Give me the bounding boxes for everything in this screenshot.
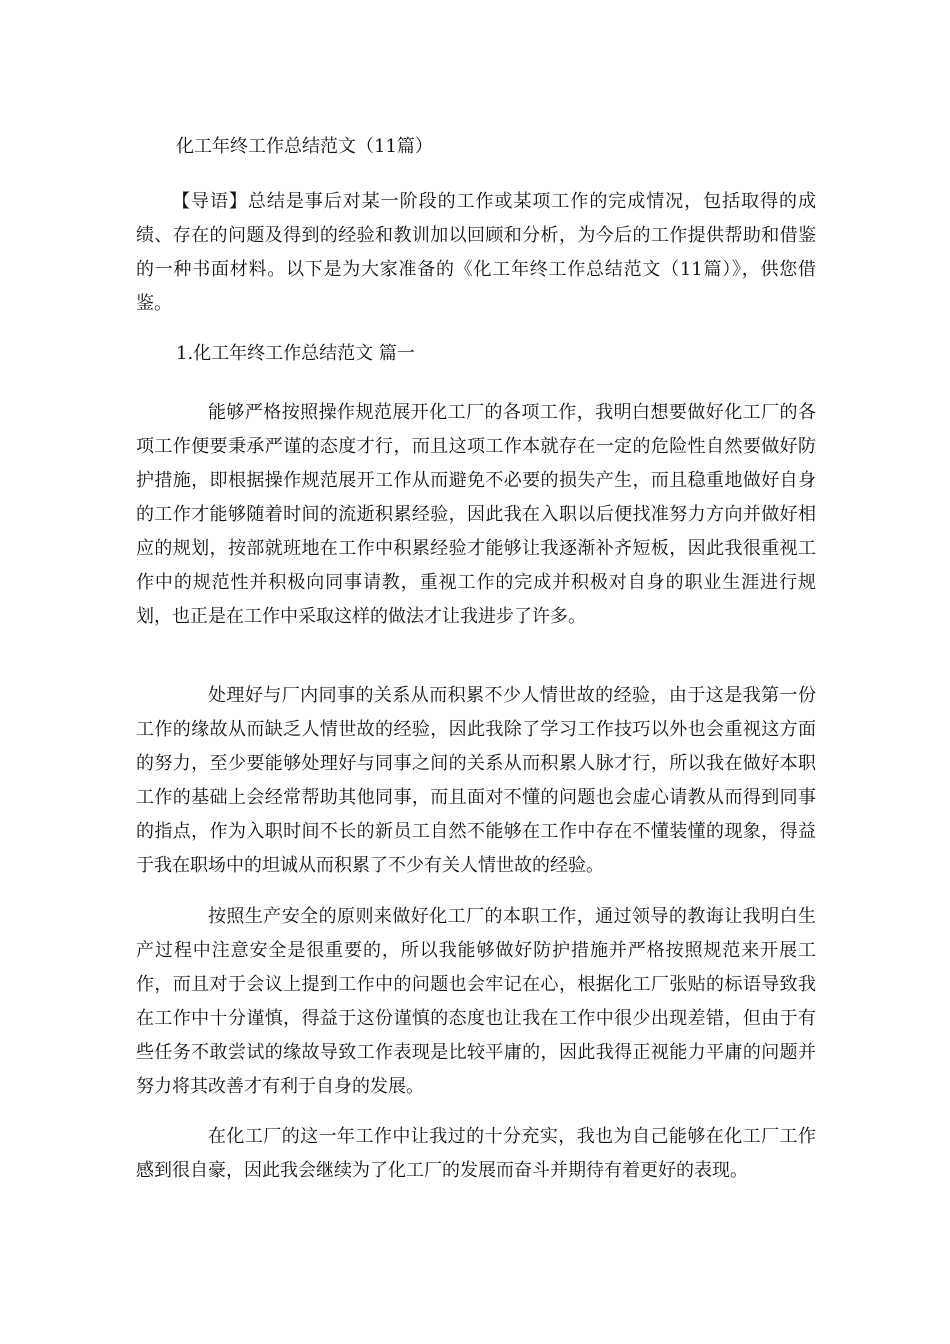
- document-title: 化工年终工作总结范文（11篇）: [176, 136, 433, 157]
- body-paragraph-1: 能够严格按照操作规范展开化工厂的各项工作，我明白想要做好化工厂的各项工作便要秉承严谨的态度才行，而且这项工作本就存在一定的危险性自然要做好防护措施，即根据操作规范展开工作从而避免不必要的损失产生，而且稳重地做好自身的工作才能够随着时间的流逝积累经验，因此我在入职以后便找准努力方向并做好相应的规划，按部就班地在工作中积累经验才能够让我逐渐补齐短板，因此我很重视工作中的规范性并积极向同事请教，重视工作的完成并积极对自身的职业生涯进行规划，也正是在工作中采取这样的做法才让我进步了许多。: [136, 402, 816, 627]
- lead-paragraph: 【导语】总结是事后对某一阶段的工作或某项工作的完成情况，包括取得的成绩、存在的问题及得到的经验和教训加以回顾和分析，为今后的工作提供帮助和借鉴的一种书面材料。以下是为大家准备的《化工年终工作总结范文（11篇）》，供您借鉴。: [136, 191, 816, 314]
- body-paragraph-2: 处理好与厂内同事的关系从而积累不少人情世故的经验，由于这是我第一份工作的缘故从而缺乏人情世故的经验，因此我除了学习工作技巧以外也会重视这方面的努力，至少要能够处理好与同事之间的关系从而积累人脉才行，所以我在做好本职工作的基础上会经常帮助其他同事，而且面对不懂的问题也会虚心请教从而得到同事的指点，作为入职时间不长的新员工自然不能够在工作中存在不懂装懂的现象，得益于我在职场中的坦诚从而积累了不少有关人情世故的经验。: [136, 685, 816, 876]
- body-paragraph-3: 按照生产安全的原则来做好化工厂的本职工作，通过领导的教诲让我明白生产过程中注意安全是很重要的，所以我能够做好防护措施并严格按照规范来开展工作，而且对于会议上提到工作中的问题也会牢记在心，根据化工厂张贴的标语导致我在工作中十分谨慎，得益于这份谨慎的态度也让我在工作中很少出现差错，但由于有些任务不敢尝试的缘故导致工作表现是比较平庸的，因此我得正视能力平庸的问题并努力将其改善才有利于自身的发展。: [136, 906, 816, 1097]
- section-heading: 1.化工年终工作总结范文 篇一: [176, 343, 415, 364]
- body-paragraph-4: 在化工厂的这一年工作中让我过的十分充实，我也为自己能够在化工厂工作感到很自豪，因此我会继续为了化工厂的发展而奋斗并期待有着更好的表现。: [136, 1126, 816, 1181]
